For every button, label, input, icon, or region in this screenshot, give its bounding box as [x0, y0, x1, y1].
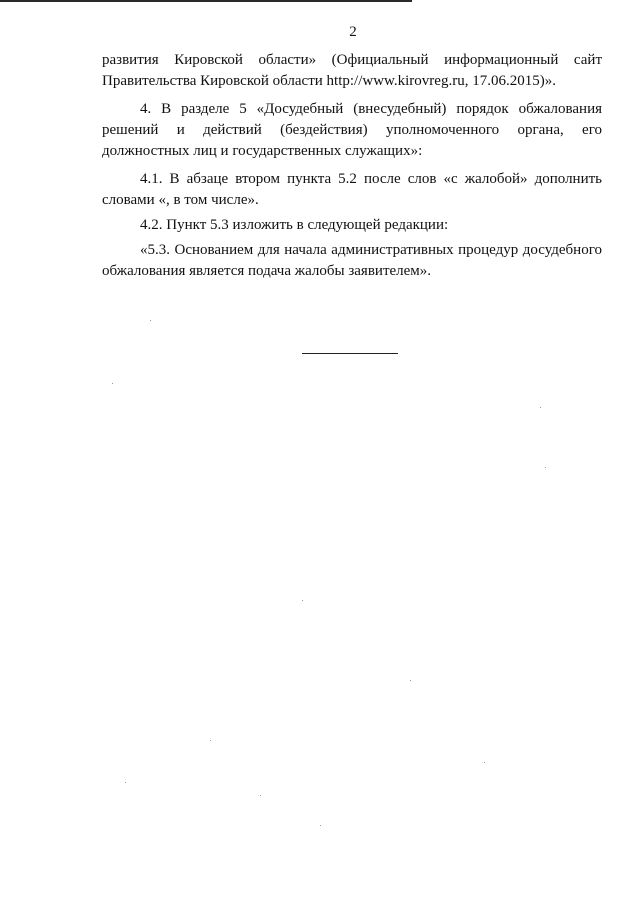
scan-speck — [410, 680, 411, 681]
paragraph-section-4: 4. В разделе 5 «Досудебный (внесудебный) порядок обжалования решений и действий (бездействия) уполномоченного органа, его должностных лиц и государственных служащих»: — [102, 101, 602, 159]
scan-top-edge-line — [0, 0, 412, 2]
scan-speck — [302, 600, 303, 601]
end-of-document-line — [302, 353, 398, 354]
paragraph-item-4-1: 4.1. В абзаце втором пункта 5.2 после слов «с жалобой» дополнить словами «, в том числе». — [102, 171, 602, 208]
scan-speck — [545, 467, 546, 468]
document-body — [102, 50, 602, 282]
paragraph-continuation: развития Кировской области» (Официальный информационный сайт Правительства Кировской области http://www.kirovreg.ru, 17.06.2015)». — [102, 52, 602, 89]
paragraph-item-4-2: 4.2. Пункт 5.3 изложить в следующей редакции: — [140, 217, 449, 233]
scan-speck — [210, 740, 211, 741]
scan-speck — [150, 320, 151, 321]
scan-speck — [260, 795, 261, 796]
scan-speck — [540, 407, 541, 408]
scan-speck — [125, 782, 126, 783]
paragraph-item-5-3-text: «5.3. Основанием для начала административных процедур досудебного обжалования является подача жалобы заявителем». — [102, 242, 602, 279]
page-number: 2 — [349, 24, 357, 40]
scan-speck — [320, 825, 321, 826]
scan-speck — [484, 762, 485, 763]
scan-speck — [112, 383, 113, 384]
